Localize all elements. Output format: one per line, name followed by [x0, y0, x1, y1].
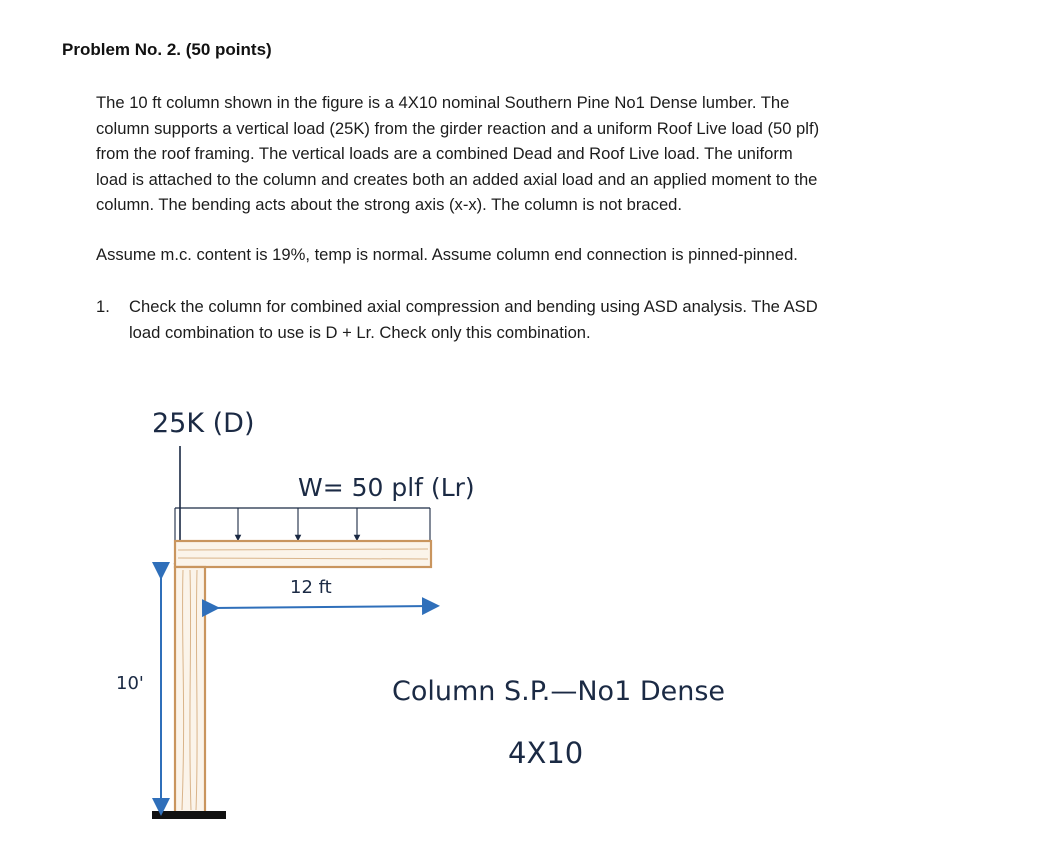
span-dimension-arrow: [212, 606, 432, 608]
beam: [175, 541, 431, 567]
list-number: 1.: [96, 297, 110, 316]
description-line: The 10 ft column shown in the figure is a 4X10 nominal Southern Pine No1 Dense lumber. The: [96, 93, 790, 112]
point-load-label: 25K (D): [152, 408, 255, 439]
uniform-load-arrows: [175, 508, 430, 540]
description-line: column. The bending acts about the strong axis (x-x). The column is not braced.: [96, 195, 683, 214]
height-label: 10': [116, 673, 144, 694]
column-size-label: 4X10: [508, 736, 584, 770]
ground-support: [152, 811, 226, 819]
span-label: 12 ft: [290, 577, 332, 598]
uniform-load-label: W= 50 plf (Lr): [298, 473, 475, 502]
column-spec-label: Column S.P.—No1 Dense: [392, 676, 726, 707]
column: [175, 567, 205, 813]
description-line: from the roof framing. The vertical loads are a combined Dead and Roof Live load. The uniform: [96, 144, 793, 163]
task-line: load combination to use is D + Lr. Check only this combination.: [129, 322, 591, 342]
description-line: column supports a vertical load (25K) from the girder reaction and a uniform Roof Live load (50 plf): [96, 118, 820, 138]
description-line: load is attached to the column and creates both an added axial load and an applied moment to the: [96, 169, 818, 189]
task-line: Check the column for combined axial compression and bending using ASD analysis. The ASD: [129, 297, 818, 316]
problem-heading: Problem No. 2. (50 points): [62, 40, 272, 59]
assumptions-line: Assume m.c. content is 19%, temp is normal. Assume column end connection is pinned-pinned.: [96, 245, 798, 264]
